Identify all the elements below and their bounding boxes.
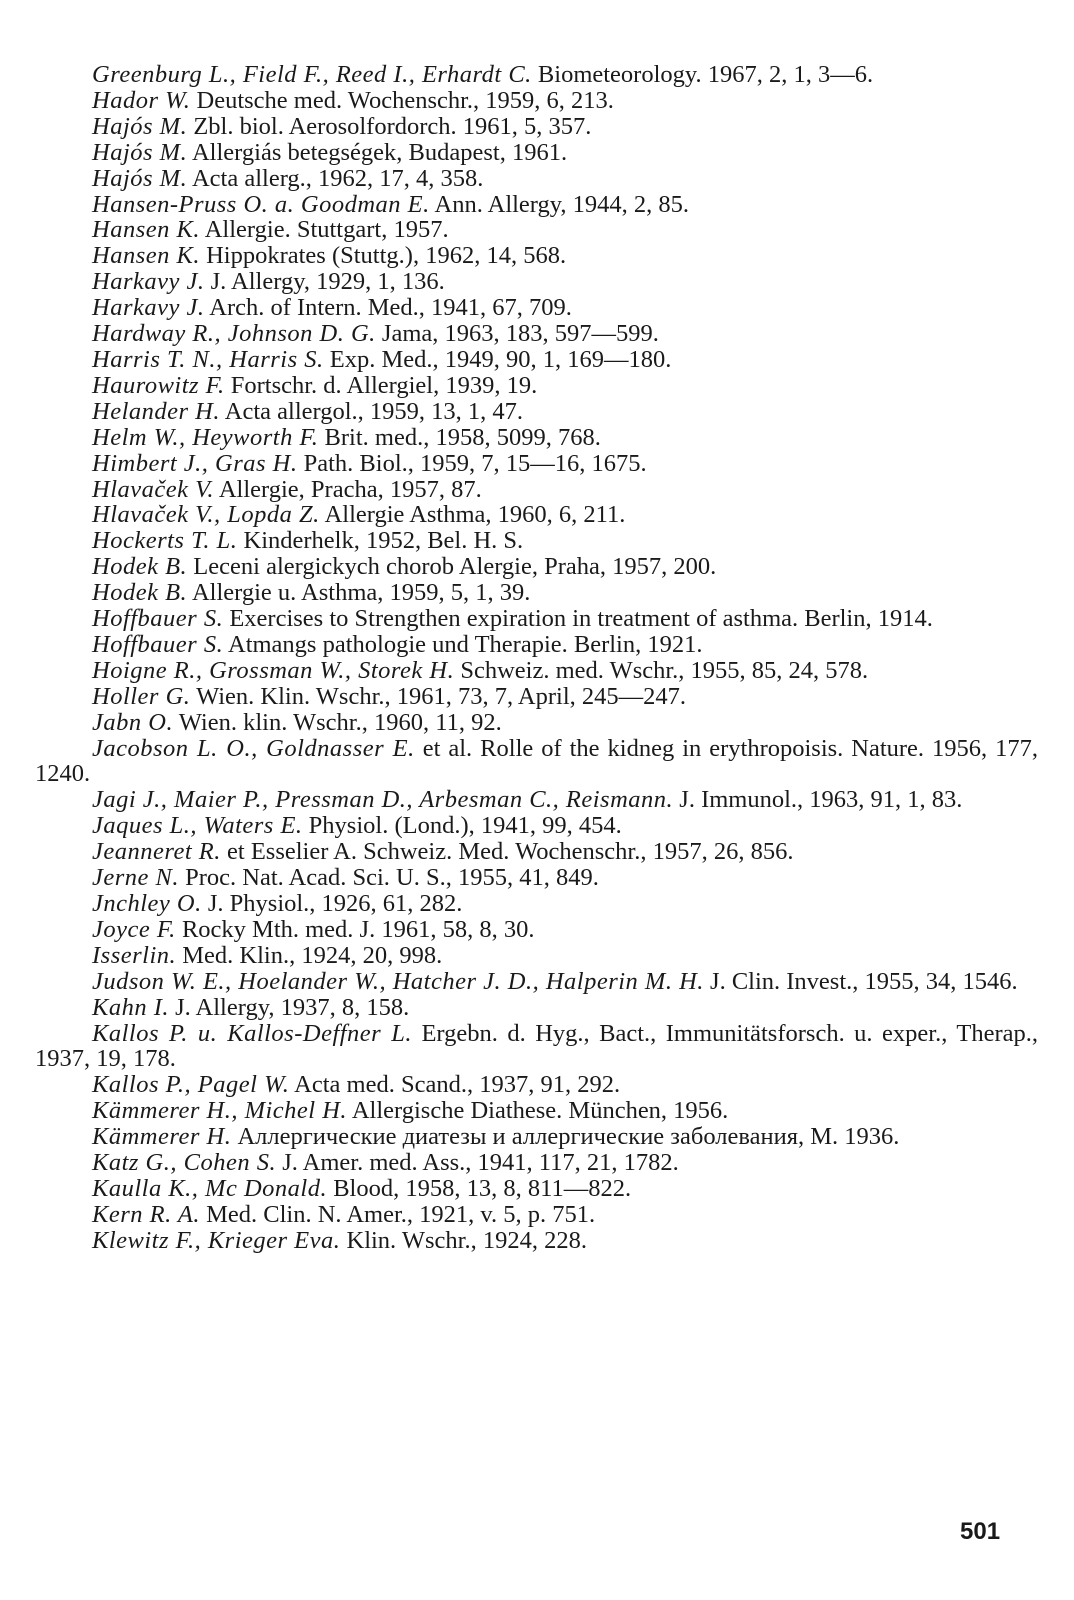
- reference-source: Allergiás betegségek, Budapest, 1961.: [191, 138, 568, 166]
- reference-authors: Kahn I.: [92, 993, 169, 1021]
- reference-authors: Judson W. E., Hoelander W., Hatcher J. D., Halperin M. H.: [92, 967, 704, 995]
- reference-source: J. Allergy, 1929, 1, 136.: [210, 268, 445, 296]
- reference-authors: Klewitz F., Krieger Eva.: [92, 1226, 341, 1254]
- reference-authors: Kämmerer H., Michel H.: [92, 1097, 348, 1125]
- reference-authors: Hoffbauer S.: [92, 605, 224, 633]
- reference-authors: Jagi J., Maier P., Pressman D., Arbesman C., Reismann.: [92, 786, 674, 814]
- reference-authors: Hajós M.: [92, 112, 188, 140]
- reference-entry: [35, 1228, 1038, 1254]
- reference-source: Atmangs pathologie und Therapie. Berlin, 1921.: [228, 630, 703, 658]
- reference-source: Allergie, Pracha, 1957, 87.: [218, 475, 482, 503]
- reference-entry: [35, 451, 1038, 477]
- reference-source: Jama, 1963, 183, 597—599.: [381, 320, 659, 348]
- reference-source: Rocky Mth. med. J. 1961, 58, 8, 30.: [181, 915, 535, 943]
- reference-entry: [35, 425, 1038, 451]
- reference-source: Leceni alergickych chorob Alergie, Praha, 1957, 200.: [193, 553, 717, 581]
- reference-entry: [35, 1150, 1038, 1176]
- reference-entry: [35, 865, 1038, 891]
- reference-source: J. Immunol., 1963, 91, 1, 83.: [679, 786, 963, 814]
- reference-source: Allergische Diathese. München, 1956.: [351, 1097, 729, 1125]
- reference-entry: [35, 1176, 1038, 1202]
- reference-authors: Hlavaček V.: [92, 475, 215, 503]
- reference-source: Med. Klin., 1924, 20, 998.: [182, 941, 443, 969]
- reference-source: Exp. Med., 1949, 90, 1, 169—180.: [329, 345, 672, 373]
- reference-source: Klin. Wschr., 1924, 228.: [346, 1226, 587, 1254]
- reference-authors: Jeanneret R.: [92, 838, 221, 866]
- reference-entry: [35, 710, 1038, 736]
- reference-entry: [35, 62, 1038, 88]
- reference-entry: [35, 1098, 1038, 1124]
- reference-entry: [35, 347, 1038, 373]
- reference-entry: [35, 891, 1038, 917]
- reference-source: Allergie. Stuttgart, 1957.: [204, 216, 449, 244]
- reference-entry: [35, 1072, 1038, 1098]
- reference-source: Acta allerg., 1962, 17, 4, 358.: [191, 164, 484, 192]
- reference-source: J. Amer. med. Ass., 1941, 117, 21, 1782.: [282, 1149, 679, 1177]
- reference-entry: [35, 1021, 1038, 1073]
- reference-entry: [35, 969, 1038, 995]
- reference-entry: [35, 269, 1038, 295]
- reference-authors: Kallos P. u. Kallos-Deffner L.: [92, 1019, 412, 1047]
- reference-source: Physiol. (Lond.), 1941, 99, 454.: [308, 812, 622, 840]
- reference-authors: Himbert J., Gras H.: [92, 449, 298, 477]
- reference-authors: Hansen K.: [92, 216, 200, 244]
- reference-authors: Hador W.: [92, 86, 191, 114]
- reference-source: J. Physiol., 1926, 61, 282.: [207, 890, 463, 917]
- reference-authors: Hockerts T. L.: [92, 527, 238, 555]
- reference-source: Exercises to Strengthen expiration in treatment of asthma. Berlin, 1914.: [229, 605, 933, 633]
- reference-authors: Joyce F.: [92, 915, 176, 943]
- reference-source: Schweiz. med. Wschr., 1955, 85, 24, 578.: [460, 656, 869, 684]
- reference-authors: Hoffbauer S.: [92, 630, 224, 658]
- reference-source: J. Allergy, 1937, 8, 158.: [175, 993, 410, 1021]
- reference-source: Arch. of Intern. Med., 1941, 67, 709.: [209, 294, 572, 322]
- reference-entry: [35, 114, 1038, 140]
- reference-entry: [35, 243, 1038, 269]
- reference-source: Hippokrates (Stuttg.), 1962, 14, 568.: [206, 242, 567, 270]
- reference-authors: Hodek B.: [92, 553, 188, 581]
- reference-entry: [35, 606, 1038, 632]
- reference-authors: Holler G.: [92, 682, 191, 710]
- reference-entry: [35, 736, 1038, 788]
- reference-entry: [35, 477, 1038, 503]
- reference-authors: Jerne N.: [92, 864, 179, 892]
- reference-entry: [35, 88, 1038, 114]
- reference-entry: [35, 502, 1038, 528]
- reference-source: Ergebn. d. Hyg., Bact., Immunitätsforsch. u. exper., Therap., 1937, 19, 178.: [35, 1019, 1038, 1073]
- reference-source: Kinderhelk, 1952, Bel. H. S.: [243, 527, 524, 555]
- reference-entry: [35, 658, 1038, 684]
- reference-source: Blood, 1958, 13, 8, 811—822.: [333, 1174, 632, 1202]
- reference-source: Med. Clin. N. Amer., 1921, v. 5, p. 751.: [206, 1200, 596, 1228]
- reference-authors: Harkavy J.: [92, 268, 205, 296]
- reference-source: Wien. klin. Wschr., 1960, 11, 92.: [178, 708, 502, 736]
- reference-source: Ann. Allergy, 1944, 2, 85.: [434, 190, 690, 218]
- reference-authors: Jabn O.: [92, 708, 174, 736]
- reference-authors: Hlavaček V., Lopda Z.: [92, 501, 320, 529]
- reference-authors: Hoigne R., Grossman W., Storek H.: [92, 656, 455, 684]
- reference-entry: [35, 995, 1038, 1021]
- reference-authors: Greenburg L., Field F., Reed I., Erhardt C.: [92, 61, 532, 88]
- reference-entry: [35, 1202, 1038, 1228]
- reference-source: Brit. med., 1958, 5099, 768.: [324, 423, 601, 451]
- reference-entry: [35, 787, 1038, 813]
- reference-source: Proc. Nat. Acad. Sci. U. S., 1955, 41, 849.: [185, 864, 599, 892]
- reference-source: J. Clin. Invest., 1955, 34, 1546.: [710, 967, 1018, 995]
- reference-source: Acta allergol., 1959, 13, 1, 47.: [224, 397, 524, 425]
- reference-source: Fortschr. d. Allergiel, 1939, 19.: [230, 371, 538, 399]
- reference-authors: Isserlin.: [92, 941, 177, 969]
- reference-entry: [35, 192, 1038, 218]
- reference-entry: [35, 580, 1038, 606]
- reference-source: Аллергические диатезы и аллергические заболевания, М. 1936.: [237, 1123, 900, 1151]
- reference-entry: [35, 166, 1038, 192]
- reference-source: Allergie u. Asthma, 1959, 5, 1, 39.: [191, 579, 531, 607]
- reference-entry: [35, 1124, 1038, 1150]
- reference-authors: Kern R. A.: [92, 1200, 200, 1228]
- reference-authors: Hajós M.: [92, 164, 188, 192]
- reference-authors: Hardway R., Johnson D. G.: [92, 320, 376, 348]
- bibliography-page: [35, 62, 1038, 1254]
- reference-source: et al. Rolle of the kidneg in erythropoisis. Nature. 1956, 177, 1240.: [35, 734, 1039, 788]
- reference-authors: Kämmerer H.: [92, 1123, 232, 1151]
- reference-entry: [35, 684, 1038, 710]
- reference-authors: Helm W., Heyworth F.: [92, 423, 319, 451]
- reference-authors: Jacobson L. O., Goldnasser E.: [92, 734, 415, 762]
- reference-entry: [35, 917, 1038, 943]
- reference-authors: Kaulla K., Mc Donald.: [92, 1174, 328, 1202]
- reference-source: Path. Biol., 1959, 7, 15—16, 1675.: [303, 449, 647, 477]
- reference-entry: [35, 554, 1038, 580]
- reference-entry: [35, 140, 1038, 166]
- reference-authors: Hansen-Pruss O. a. Goodman E.: [92, 190, 430, 218]
- reference-authors: Helander H.: [92, 397, 220, 425]
- reference-entry: [35, 399, 1038, 425]
- reference-authors: Hajós M.: [92, 138, 188, 166]
- reference-list: [35, 62, 1038, 1254]
- reference-authors: Harkavy J.: [92, 294, 205, 322]
- page-number: 501: [960, 1518, 1001, 1545]
- reference-source: Acta med. Scand., 1937, 91, 292.: [294, 1071, 621, 1099]
- reference-authors: Hansen K.: [92, 242, 200, 270]
- reference-entry: [35, 839, 1038, 865]
- reference-source: Allergie Asthma, 1960, 6, 211.: [324, 501, 626, 529]
- reference-authors: Jnchley O.: [92, 890, 202, 917]
- reference-entry: [35, 943, 1038, 969]
- reference-authors: Katz G., Cohen S.: [92, 1149, 277, 1177]
- reference-authors: Jaques L., Waters E.: [92, 812, 303, 840]
- reference-authors: Kallos P., Pagel W.: [92, 1071, 290, 1099]
- reference-entry: [35, 632, 1038, 658]
- reference-entry: [35, 373, 1038, 399]
- reference-authors: Hodek B.: [92, 579, 188, 607]
- reference-source: Biometeorology. 1967, 2, 1, 3—6.: [537, 61, 874, 88]
- reference-source: Wien. Klin. Wschr., 1961, 73, 7, April, 245—247.: [196, 682, 687, 710]
- reference-authors: Haurowitz F.: [92, 371, 225, 399]
- reference-source: et Esselier A. Schweiz. Med. Wochenschr., 1957, 26, 856.: [227, 838, 794, 866]
- reference-entry: [35, 321, 1038, 347]
- reference-source: Deutsche med. Wochenschr., 1959, 6, 213.: [196, 86, 614, 114]
- reference-authors: Harris T. N., Harris S.: [92, 345, 324, 373]
- reference-source: Zbl. biol. Aerosolfordorch. 1961, 5, 357.: [193, 112, 592, 140]
- reference-entry: [35, 813, 1038, 839]
- reference-entry: [35, 295, 1038, 321]
- reference-entry: [35, 528, 1038, 554]
- reference-entry: [35, 217, 1038, 243]
